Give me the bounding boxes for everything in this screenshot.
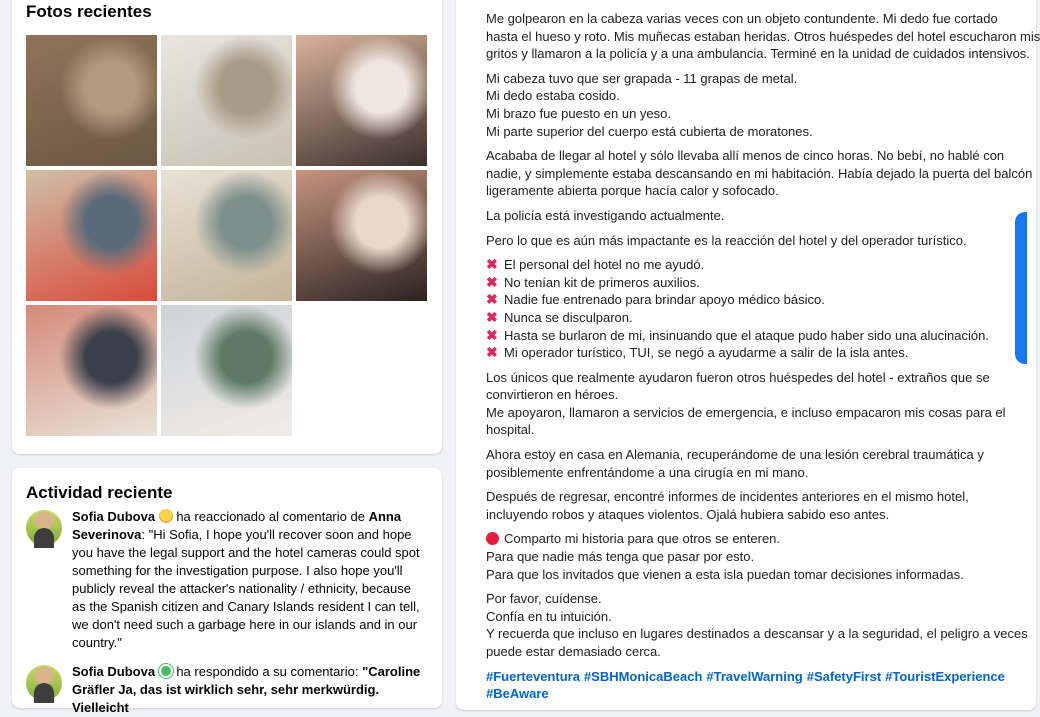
avatar[interactable] (26, 665, 62, 701)
x-list-text: Hasta se burlaron de mi, insinuando que el ataque pudo haber sido una alucinación. (504, 327, 989, 343)
post-line: Mi dedo estaba cosido. (486, 88, 620, 104)
post-line: Para que nadie más tenga que pasar por esto. (486, 549, 755, 565)
post-line: convirtieron en héroes. (486, 387, 619, 403)
post-line: hasta el hueso y roto. Mis muñecas estaban heridas. Otros huéspedes del hotel escucharon mis (486, 28, 1040, 44)
cross-mark-icon: ✖ (486, 273, 498, 290)
post-line: hospital. (486, 422, 535, 438)
activity-item[interactable] (26, 663, 428, 715)
photo-grid (26, 35, 428, 436)
x-list-item (486, 291, 1031, 309)
activity-action: ha respondido a su comentario: (176, 664, 359, 679)
post-line: nadie, y simplemente estaba descansando en mi habitación. Había dejado la puerta del balcón (486, 165, 1033, 181)
activity-action: ha reaccionado al comentario de (176, 509, 365, 524)
post-paragraph (486, 590, 1031, 660)
recent-activity-title: Actividad reciente (26, 483, 173, 502)
post-line: Me golpearon en la cabeza varias veces con un objeto contundente. Mi dedo fue cortado (486, 11, 998, 26)
x-list-item (486, 309, 1031, 327)
post-paragraph (486, 147, 1031, 200)
x-list-item (486, 327, 1031, 345)
post-line: Ahora estoy en casa en Alemania, recuperándome de una lesión cerebral traumática y (486, 447, 984, 463)
hashtag-link[interactable]: #Fuerteventura (486, 668, 580, 684)
x-list-text: El personal del hotel no me ayudó. (504, 257, 705, 273)
post-paragraph (486, 70, 1031, 140)
photo-hotel-room[interactable] (161, 170, 292, 301)
comment-line: : "Hi Sofia, I hope you'll recover soon and hope (141, 527, 412, 542)
post-line: posiblemente enfrentándome a una cirugía en mi mano. (486, 464, 809, 480)
post-line: Mi parte superior del cuerpo está cubierta de moratones. (486, 123, 813, 139)
post-line: Me apoyaron, llamaron a servicios de emergencia, e incluso empacaron mis cosas para el (486, 404, 1006, 420)
photo-neck-wound[interactable] (296, 170, 427, 301)
post-body (486, 4, 1040, 703)
post-paragraph (486, 10, 1040, 63)
post-line: Después de regresar, encontré informes de incidentes anteriores en el mismo hotel, (486, 489, 969, 505)
post-paragraph (486, 207, 1031, 225)
cross-mark-icon: ✖ (486, 344, 498, 361)
hashtag-list (486, 668, 1031, 703)
x-list-item (486, 274, 1031, 292)
post-line-text: Comparto mi historia para que otros se enteren. (504, 531, 781, 547)
reply-badge-icon (159, 664, 173, 678)
post-line: Mi cabeza tuvo que ser grapada - 11 grapas de metal. (486, 70, 798, 86)
post-line: Y recuerda que incluso en lugares destinados a descansar y a la seguridad, el peligro a veces (486, 626, 1028, 642)
post-line: La policía está investigando actualmente. (486, 207, 725, 223)
x-list-item (486, 256, 1031, 274)
photo-tiled-floor[interactable] (26, 35, 157, 166)
post-line: Por favor, cuídense. (486, 591, 602, 607)
photo-bandaged-hand[interactable] (161, 305, 292, 436)
hashtag-link[interactable]: #BeAware (486, 686, 549, 702)
post-line: Mi brazo fue puesto en un yeso. (486, 105, 672, 121)
x-list-text: Mi operador turístico, TUI, se negó a ayudarme a salir de la isla antes. (504, 345, 909, 361)
post-paragraph (486, 446, 1031, 481)
cross-mark-icon: ✖ (486, 326, 498, 343)
comment-line: publicly reveal the attacker's nationality / ethnicity, because (72, 581, 411, 596)
post-paragraph (486, 232, 1031, 250)
post-line: puede estar demasiado cerca. (486, 644, 661, 659)
activity-target-name[interactable]: Anna Severinova (72, 509, 402, 542)
recent-photos-title[interactable]: Fotos recientes (26, 2, 152, 21)
hashtag-link[interactable]: #TravelWarning (706, 668, 803, 684)
post-line: Acababa de llegar al hotel y sólo llevaba allí menos de cinco horas. No bebí, no hablé con (486, 148, 1005, 164)
reply-quote: Gräfler Ja, das ist wirklich sehr, sehr merkwürdig. Vielleicht (72, 682, 380, 715)
cross-mark-icon: ✖ (486, 256, 498, 273)
photo-white-door[interactable] (161, 35, 292, 166)
comment-line: country." (72, 635, 122, 650)
photo-table-scene[interactable] (26, 170, 157, 301)
hashtag-link[interactable]: #TouristExperience (885, 668, 1005, 684)
comment-line: something for the investigation purpose. I also hope you'll (72, 563, 403, 578)
x-list (486, 256, 1031, 362)
hashtag-link[interactable]: #SafetyFirst (806, 668, 882, 684)
comment-line: we don't need such a garbage here in our islands and in our (72, 617, 418, 632)
x-list-text: Nadie fue entrenado para brindar apoyo médico básico. (504, 292, 825, 308)
post-line: gritos y llamaron a la policía y a una ambulancia. Terminé en la unidad de cuidados intensivos. (486, 46, 1030, 62)
cross-mark-icon: ✖ (486, 308, 498, 325)
post-line: ligeramente abierta porque hacía calor y sofocado. (486, 183, 779, 199)
post-line (486, 530, 1031, 548)
activity-text (72, 663, 428, 717)
scroll-indicator[interactable] (1015, 212, 1027, 364)
avatar[interactable] (26, 510, 62, 546)
activity-user-name[interactable]: Sofia Dubova (72, 509, 156, 524)
reply-quote: "Caroline (362, 664, 421, 679)
post-line: Los únicos que realmente ayudaron fueron otros huéspedes del hotel - extraños que se (486, 369, 990, 385)
care-reaction-icon (159, 509, 173, 523)
post-line: incluyendo robos y ataques violentos. Ojalá hubiera sabido eso antes. (486, 506, 890, 522)
post-paragraph (486, 369, 1031, 439)
cross-mark-icon: ✖ (486, 291, 498, 308)
post-line: Confía en tu intuición. (486, 608, 612, 624)
activity-user-name[interactable]: Sofia Dubova (72, 664, 156, 679)
photo-bruised-arm[interactable] (26, 305, 157, 436)
post-card (456, 0, 1040, 710)
hashtag-link[interactable]: #SBHMonicaBeach (583, 668, 703, 684)
activity-item[interactable] (26, 508, 428, 648)
recent-photos-card (12, 0, 442, 454)
post-line: Para que los invitados que vienen a esta isla puedan tomar decisiones informadas. (486, 566, 964, 582)
activity-text (72, 508, 428, 652)
comment-line: you have the legal support and the hotel cameras could spot (72, 545, 420, 560)
x-list-text: Nunca se disculparon. (504, 309, 633, 325)
photo-woman-profile[interactable] (296, 35, 427, 166)
red-circle-icon (486, 532, 499, 545)
post-paragraph (486, 488, 1031, 523)
x-list-text: No tenían kit de primeros auxilios. (504, 274, 700, 290)
x-list-item (486, 344, 1031, 362)
recent-activity-card (12, 468, 442, 715)
post-paragraph (486, 530, 1031, 583)
comment-line: as the Spanish citizen and Canary Islands resident I can tell, (72, 599, 420, 614)
post-line: Pero lo que es aún más impactante es la reacción del hotel y del operador turístico. (486, 232, 967, 248)
